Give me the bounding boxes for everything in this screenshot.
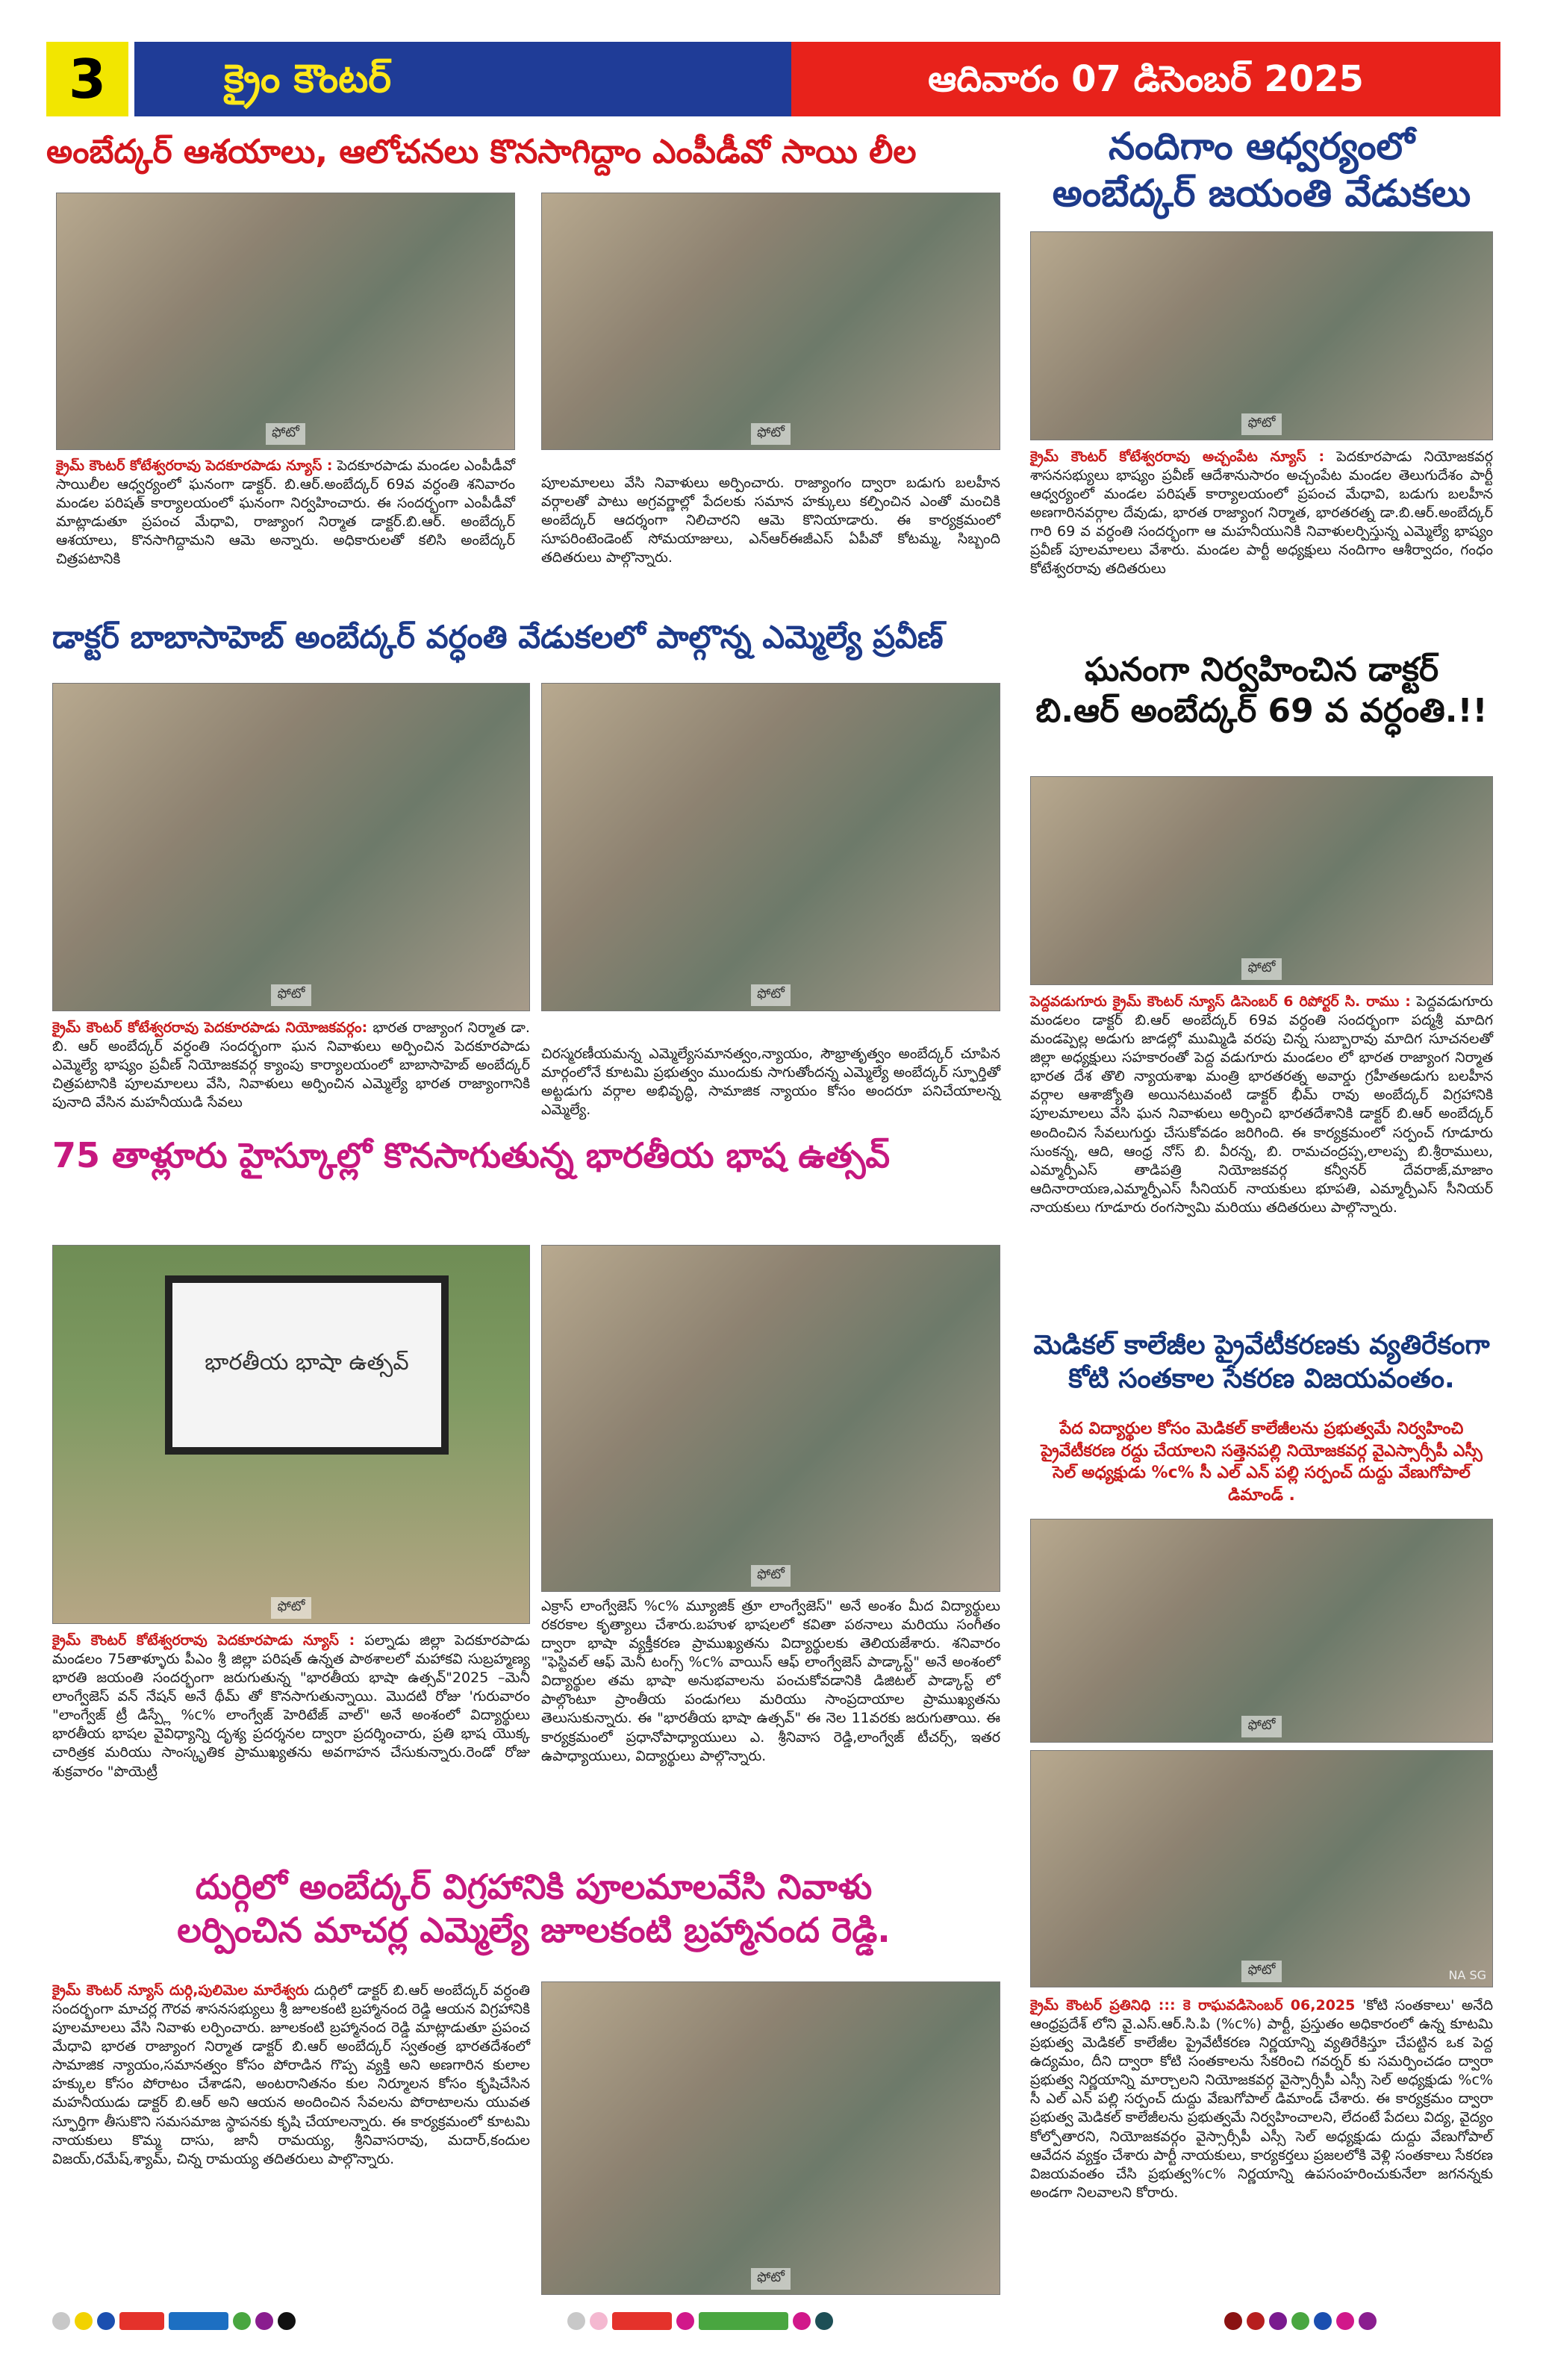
story2-headline-line1: నందిగాం ఆధ్వర్యంలో bbox=[1108, 125, 1415, 168]
color-bar bbox=[612, 2312, 672, 2330]
story1-photo-1 bbox=[56, 193, 515, 450]
story3-headline: డాక్టర్ బాబాసాహెబ్ అంబేద్కర్ వర్ధంతి వేడుకలలో పాల్గొన్న ఎమ్మెల్యే ప్రవీణ్ bbox=[52, 619, 944, 655]
story5-photo-1 bbox=[52, 1245, 530, 1624]
story3-column-2: చిరస్మరణీయమన్న ఎమ్మెల్యేసమానత్వం,న్యాయం, సౌభ్రాతృత్వం అంబేద్కర్ చూపిన మార్గంలోనే కూటమి ప్రభుత్వం ముందుకు సాగుతోందన్న ఎమ్మెల్యే అంబేద్కర్ స్ఫూర్తితో అట్టడుగు వర్గాల అభివృద్ధి, సామాజిక న్యాయం కోసం అందరూ పనిచేయాలన్న ఎమ్మెల్యే. bbox=[541, 1046, 1000, 1119]
color-bar bbox=[699, 2312, 788, 2330]
section-title: క్రైం కౌంటర్ bbox=[134, 42, 791, 116]
issue-date: ఆదివారం 07 డిసెంబర్ 2025 bbox=[791, 42, 1500, 116]
color-dot bbox=[1247, 2312, 1265, 2330]
story1-byline: క్రైమ్ కౌంటర్ కోటేశ్వరరావు పెదకూరపాడు న్యూస్ : bbox=[56, 457, 333, 474]
color-bar bbox=[169, 2312, 228, 2330]
color-dot bbox=[255, 2312, 273, 2330]
story3-photo-2 bbox=[541, 683, 1000, 1011]
color-dot bbox=[97, 2312, 115, 2330]
story1-column-1 bbox=[56, 457, 515, 569]
footer-color-strip-left bbox=[52, 2312, 296, 2330]
whiteboard: భారతీయ భాషా ఉత్సవ్ bbox=[165, 1275, 449, 1455]
story2-headline bbox=[1023, 123, 1500, 216]
story7-byline: క్రైమ్ కౌంటర్ న్యూస్ దుర్గి,పులిమెల మారేశ్వరు bbox=[52, 1982, 309, 1999]
color-dot bbox=[815, 2312, 833, 2330]
story6-photo-2 bbox=[1030, 1750, 1493, 1987]
story2-byline: క్రైమ్ కౌంటర్ కోటేశ్వరరావు అచ్చంపేట న్యూస్ : bbox=[1030, 449, 1325, 465]
story6-text bbox=[1030, 1996, 1493, 2202]
story1-text-1: పెదకూరపాడు మండల ఎంపీడీవో సాయిలీల ఆధ్వర్యంలో ఘనంగా డాక్టర్. బి.ఆర్.అంబేద్కర్ 69వ వర్ధంతి శనివారం మండల పరిషత్ కార్యాలయంలో ఘనంగా నిర్వహించారు. ఈ సందర్భంగా ఎంపీడీవో మాట్లాడుతూ ప్రపంచ మేధావి, రాజ్యాంగ నిర్మాత డాక్టర్.బి.ఆర్. అంబేద్కర్ ఆశయాలు, కొనసాగిద్దామని ఆమె అన్నారు. అధికారులతో కలిసి అంబేద్కర్ చిత్రపటానికి bbox=[56, 457, 515, 568]
story3-text-1: భారత రాజ్యాంగ నిర్మాత డా. బి. ఆర్ అంబేద్కర్ వర్ధంతి సందర్భంగా ఘన నివాళులు అర్పించిన పెదకూరపాడు ఎమ్మెల్యే భాష్యం ప్రవీణ్ నియోజకవర్గ క్యాంపు కార్యాలయంలో బాబాసాహెబ్ అంబేద్కర్ చిత్రపటానికి పూలమాలలు వేసి, నివాళులు అర్పించిన ఎమ్మెల్యే భారత రాజ్యాంగానికి పునాది వేసిన మహనీయుడి సేవలు bbox=[52, 1019, 530, 1111]
story7-headline bbox=[52, 1866, 1015, 1952]
color-dot bbox=[1359, 2312, 1377, 2330]
color-dot bbox=[567, 2312, 585, 2330]
color-dot bbox=[75, 2312, 93, 2330]
story5-text-1: పల్నాడు జిల్లా పెదకూరపాడు మండలం 75తాళ్ళూరు పీఎం శ్రీ జిల్లా పరిషత్ ఉన్నత పాఠశాలలో మహాకవి సుబ్రహ్మణ్య భారతి జయంతి సందర్భంగా జరుగుతున్న "భారతీయ భాషా ఉత్సవ్"2025 –మెనీ లాంగ్వేజెస్ వన్ నేషన్ అనే థీమ్ తో కొనసాగుతున్నాయి. మొదటి రోజు 'గురువారం "లాంగ్వేజ్ ట్రీ డిస్ప్లే %c% లాంగ్వేజ్ హెరిటేజ్ వాల్" అనే అంశంలో విద్యార్థులు భారతీయ భాషల వైవిధ్యాన్ని దృశ్య ప్రదర్శనల ద్వారా ప్రదర్శించారు, ప్రతి భాష యొక్క చారిత్రక మరియు సాంస్కృతిక ప్రాముఖ్యతను అవగాహన చేసుకున్నారు.రెండో రోజు శుక్రవారం "పొయెట్రీ bbox=[52, 1632, 530, 1780]
story4-headline-line1: ఘనంగా నిర్వహించిన డాక్టర్ bbox=[1084, 651, 1439, 689]
photo-caption: ఫోటో bbox=[271, 1597, 311, 1619]
story5-column-1 bbox=[52, 1631, 530, 1781]
photo-caption: ఫోటో bbox=[751, 984, 791, 1006]
color-bar bbox=[119, 2312, 164, 2330]
page-number: 3 bbox=[46, 42, 128, 116]
story3-photo-1 bbox=[52, 683, 530, 1011]
story1-headline: అంబేద్కర్ ఆశయాలు, ఆలోచనలు కొనసాగిద్దాం ఎంపీడీవో సాయి లీల bbox=[46, 133, 917, 171]
story7-text bbox=[52, 1981, 530, 2169]
photo-caption: ఫోటో bbox=[1241, 413, 1281, 435]
story7-body: దుర్గిలో డాక్టర్ బి.ఆర్ అంబేద్కర్ వర్ధంతి సందర్భంగా మాచర్ల గౌరవ శాసనసభ్యులు శ్రీ జూలకంటి బ్రహ్మానంద రెడ్డి ఆయన విగ్రహానికి పూలమాలలు వేసి నివాళు లర్పించారు. జూలకంటి బ్రహ్మానంద రెడ్డి మాట్లాడుతూ ప్రపంచ మేధావి భారత రాజ్యాంగ నిర్మాత డాక్టర్ బి.ఆర్ అంబేద్కర్ స్వతంత్ర భారతదేశంలో సామాజిక న్యాయం,సమానత్వం కోసం పోరాడిన గొప్ప వ్యక్తి అని అణగారిన కులాల హక్కుల కోసం పోరాటం చేశాడని, అంటరానితనం కుల నిర్మూలన కోసం కృషిచేసిన మహనీయుడు డాక్టర్ బి.ఆర్ అని ఆయన అందించిన సేవలను పోరాటాలను యువత స్ఫూర్తిగా తీసుకొని సమసమాజ స్థాపనకు కృషి చేయాలన్నారు. ఈ కార్యక్రమంలో కూటమి నాయకులు కొమ్మ దాసు, జానీ రామయ్య, శ్రీనివాసరావు, మదార్,కందుల విజయ్,రమేష్,శ్యామ్, చిన్న రామయ్య తదితరులు పాల్గొన్నారు. bbox=[52, 1982, 530, 2167]
story5-byline: క్రైమ్ కౌంటర్ కోటేశ్వరరావు పెదకూరపాడు న్యూస్ : bbox=[52, 1632, 355, 1649]
story6-headline-line1: మెడికల్ కాలేజీల ప్రైవేటీకరణకు వ్యతిరేకంగా bbox=[1033, 1330, 1490, 1361]
color-dot bbox=[1224, 2312, 1242, 2330]
story4-byline: పెద్దవడుగూరు క్రైమ్ కౌంటర్ న్యూస్ డిసెంబర్ 6 రిపోర్టర్ సి. రాము : bbox=[1030, 993, 1411, 1010]
story3-byline: క్రైమ్ కౌంటర్ కోటేశ్వరరావు పెదకూరపాడు నియోజకవర్గం: bbox=[52, 1019, 368, 1036]
story5-photo-2 bbox=[541, 1245, 1000, 1592]
footer-color-strip-right bbox=[1224, 2312, 1377, 2330]
photo-caption: ఫోటో bbox=[266, 423, 305, 445]
story1-column-2: పూలమాలలు వేసి నివాళులు అర్పించారు. రాజ్యాంగం ద్వారా బడుగు బలహీన వర్గాలతో పాటు అగ్రవర్ణాల్లో పేదలకు సమాన హక్కులు కల్పించిన ఎంతో మంచికి అంబేద్కర్ ఆదర్శంగా నిలిచారని ఆమె కొనియాడారు. ఈ కార్యక్రమంలో సూపరింటెండెంట్ సోమయాజులు, ఎన్ఆర్ఈజీఎస్ ఏపీవో కోటమ్మ, సిబ్బంది తదితరులు పాల్గొన్నారు. bbox=[541, 475, 1000, 566]
story2-text bbox=[1030, 448, 1493, 579]
photo-caption: ఫోటో bbox=[271, 984, 311, 1006]
color-dot bbox=[1291, 2312, 1309, 2330]
story4-photo bbox=[1030, 776, 1493, 985]
color-dot bbox=[1314, 2312, 1332, 2330]
story2-body: పెదకూరపాడు నియోజకవర్గ శాసనసభ్యులు భాష్యం ప్రవీణ్ ఆదేశానుసారం అచ్చంపేట మండల తెలుగుదేశం పార్టీ ఆధ్వర్యంలో మండల పరిషత్ కార్యాలయంలో ప్రపంచ మేధావి, బడుగు బలహీన అణగారినవర్గాల దేవుడు, భారత రాజ్యాంగ నిర్మాత, భారతరత్న డా.బి.ఆర్.అంబేద్కర్ గారి 69 వ వర్ధంతి సందర్భంగా ఆ మహనీయునికి నివాళులర్పిస్తున్న ఎమ్మెల్యే భాష్యం ప్రవీణ్ పూలమాలలు వేశారు. మండల పార్టీ అధ్యక్షులు నందిగాం ఆశీర్వాదం, గంధం కోటేశ్వరరావు తదితరులు bbox=[1030, 449, 1493, 578]
photo-watermark: NA SG bbox=[1448, 1968, 1486, 1982]
story6-photo-1 bbox=[1030, 1519, 1493, 1743]
color-dot bbox=[793, 2312, 811, 2330]
story4-headline-line2: బి.ఆర్ అంబేద్కర్ 69 వ వర్ధంతి.!! bbox=[1035, 692, 1488, 730]
color-dot bbox=[676, 2312, 694, 2330]
photo-caption: ఫోటో bbox=[1241, 1961, 1281, 1982]
story7-headline-line1: దుర్గిలో అంబేద్కర్ విగ్రహానికి పూలమాలవేసి నివాళు bbox=[195, 1867, 873, 1907]
story2-photo bbox=[1030, 231, 1493, 440]
story7-photo bbox=[541, 1981, 1000, 2295]
story6-byline: క్రైమ్ కౌంటర్ ప్రతినిధి ::: కె రాఘవడిసెంబర్ 06,2025 bbox=[1030, 1997, 1356, 2014]
color-dot bbox=[233, 2312, 251, 2330]
story2-headline-line2: అంబేద్కర్ జయంతి వేడుకలు bbox=[1052, 171, 1471, 215]
photo-caption: ఫోటో bbox=[1241, 958, 1281, 980]
story5-headline: 75 తాళ్లూరు హైస్కూల్లో కొనసాగుతున్న భారతీయ భాష ఉత్సవ్ bbox=[52, 1135, 891, 1175]
photo-caption: ఫోటో bbox=[751, 1565, 791, 1587]
story7-headline-line2: లర్పించిన మాచర్ల ఎమ్మెల్యే జూలకంటి బ్రహ్మానంద రెడ్డి. bbox=[177, 1909, 891, 1950]
color-dot bbox=[1269, 2312, 1287, 2330]
color-dot bbox=[590, 2312, 608, 2330]
story6-body: 'కోటి సంతకాలు' అనేది ఆంధ్రప్రదేశ్ లోని వై.ఎస్.ఆర్.సి.పి (%c%) పార్టీ, ప్రస్తుతం అధికారంలో ఉన్న కూటమి ప్రభుత్వ మెడికల్ కాలేజీల ప్రైవేటీకరణ నిర్ణయాన్ని వ్యతిరేకిస్తూ చేపట్టిన ఒక పెద్ద ఉద్యమం, దీని ద్వారా కోటి సంతకాలను సేకరించి గవర్నర్ కు సమర్పించడం ద్వారా ప్రభుత్వ నిర్ణయాన్ని మార్చాలని నియోజకవర్గ వైస్సార్సీపీ ఎస్సీ సెల్ అధ్యక్షుడు %c% సీ ఎల్ ఎన్ పల్లి సర్పంచ్ దుద్దు వేణుగోపాల్ డిమాండ్ చేశారు. ఈ కార్యక్రమం ద్వారా ప్రభుత్వ మెడికల్ కాలేజీలను ప్రభుత్వమే నిర్వహించాలని, లేదంటే పేదలు విద్య, వైద్యం కోల్పోతారని, నియోజకవర్గం వైస్సార్సీపీ ఎస్సీ సెల్ అధ్యక్షుడు దుద్దు వేణుగోపాల్ ఆవేదన వ్యక్తం చేశారు పార్టీ నాయకులు, కార్యకర్తలు ప్రజలలోకి వెళ్లి సంతకాలు సేకరణ విజయవంతం చేసి ప్రభుత్వ%c% నిర్ణయాన్ని ఉపసంహరించుకునేలా జగనన్నకు అండగా నిలవాలని కోరారు. bbox=[1030, 1997, 1494, 2201]
color-dot bbox=[52, 2312, 70, 2330]
story4-headline bbox=[1023, 649, 1500, 731]
color-dot bbox=[278, 2312, 296, 2330]
story5-column-2: ఎక్రాస్ లాంగ్వేజెస్ %c% మ్యూజిక్ త్రూ లాంగ్వేజెస్" అనే అంశం మీద విద్యార్థులు రకరకాల కృత్యాలు చేశారు.బహుళ భాషలలో కవితా పఠనాలు మరియు సంగీతం ద్వారా భాషా వ్యక్తీకరణ ప్రాముఖ్యతను విద్యార్థులకు తెలియజేశారు. శనివారం "ఫెస్టివల్ ఆఫ్ మెనీ టంగ్స్ %c% వాయిస్ ఆఫ్ లాంగ్వేజెస్ పాడ్కాస్ట్" అనే అంశంలో విద్యార్థుల తమ భాషా అనుభవాలను పంచుకోవడానికి డిజిటల్ పాడ్కాస్ట్ లో పాల్గొంటూ ప్రాంతీయ పండుగలు మరియు సాంప్రదాయాల ప్రాముఖ్యతను తెలుసుకున్నారు. ఈ "భారతీయ భాషా ఉత్సవ్" ఈ నెల 11వరకు జరుగుతాయి. ఈ కార్యక్రమంలో ప్రధానోపాధ్యాయులు ఎ. శ్రీనివాస రెడ్డి,లాంగ్వేజ్ టీచర్స్, ఇతర ఉపాధ్యాయులు, విద్యార్థులు పాల్గొన్నారు. bbox=[541, 1598, 1000, 1764]
photo-caption: ఫోటో bbox=[1241, 1716, 1281, 1737]
photo-caption: ఫోటో bbox=[751, 2268, 791, 2290]
photo-caption: ఫోటో bbox=[751, 423, 791, 445]
color-dot bbox=[1336, 2312, 1354, 2330]
story6-headline bbox=[1023, 1328, 1500, 1396]
story4-body: పెద్దవడుగూరు మండలం డాక్టర్ బి.ఆర్ అంబేద్కర్ 69వ వర్ధంతి సందర్భంగా పద్మశ్రీ మాదిగ మండప్పెల్ల అడుగు జాడల్లో ముమ్మిడి వరపు చిన్న సుబ్బారావు మాదిగ సూచనలతో జిల్లా అధ్యక్షులు సహకారంతో పెద్ద వడుగూరు మండలం లో భారత రాజ్యాంగ నిర్మాత భారత దేశ తొలి న్యాయశాఖ మంత్రి భారతరత్న అవార్డు గ్రహీతఅడుగు బలహీన వర్గాల ఆశాజ్యోతి అయినటువంటి డాక్టర్ భీమ్ రావు అంబేద్కర్ విగ్రహానికి పూలమాలలు వేసి ఘన నివాళులు అర్పించి భారతదేశానికి డాక్టర్ బి.ఆర్ అంబేద్కర్ అందించిన సేవలుగుర్తు చేసుకోవడం జరిగింది. ఈ కార్యక్రమంలో సర్పంచ్ గూడూరు సుంకన్న, ఆది, ఆంధ్ర నోస్ బి. వీరన్న, బి. రామచంద్రప్ప,లాలప్ప బి.శ్రీరాములు, ఎమ్మార్పీఎస్ తాడిపత్రి నియోజకవర్గ కన్వీనర్ దేవరాజ్,మాజాం ఆదినారాయణ,ఎమ్మార్పీఎస్ సీనియర్ నాయకులు భూపతి, ఎమ్మార్పీఎస్ సీనియర్ నాయకులు గూడూరు రంగస్వామి మరియు తదితరులు పాల్గొన్నారు. bbox=[1030, 993, 1494, 1216]
story6-subhead: పేద విద్యార్థుల కోసం మెడికల్ కాలేజీలను ప్రభుత్వమే నిర్వహించి ప్రైవేటీకరణ రద్దు చేయాలని సత్తెనపల్లి నియోజకవర్గ వైఎస్సార్సీపీ ఎస్సీ సెల్ అధ్యక్షుడు %c% సీ ఎల్ ఎన్ పల్లి సర్పంచ్ దుద్దు వేణుగోపాల్ డిమాండ్ . bbox=[1041, 1419, 1483, 1505]
story3-column-1 bbox=[52, 1019, 530, 1112]
footer-color-strip-center bbox=[567, 2312, 833, 2330]
story1-photo-2 bbox=[541, 193, 1000, 450]
story6-headline-line2: కోటి సంతకాల సేకరణ విజయవంతం. bbox=[1068, 1364, 1455, 1394]
story4-text bbox=[1030, 993, 1493, 1217]
